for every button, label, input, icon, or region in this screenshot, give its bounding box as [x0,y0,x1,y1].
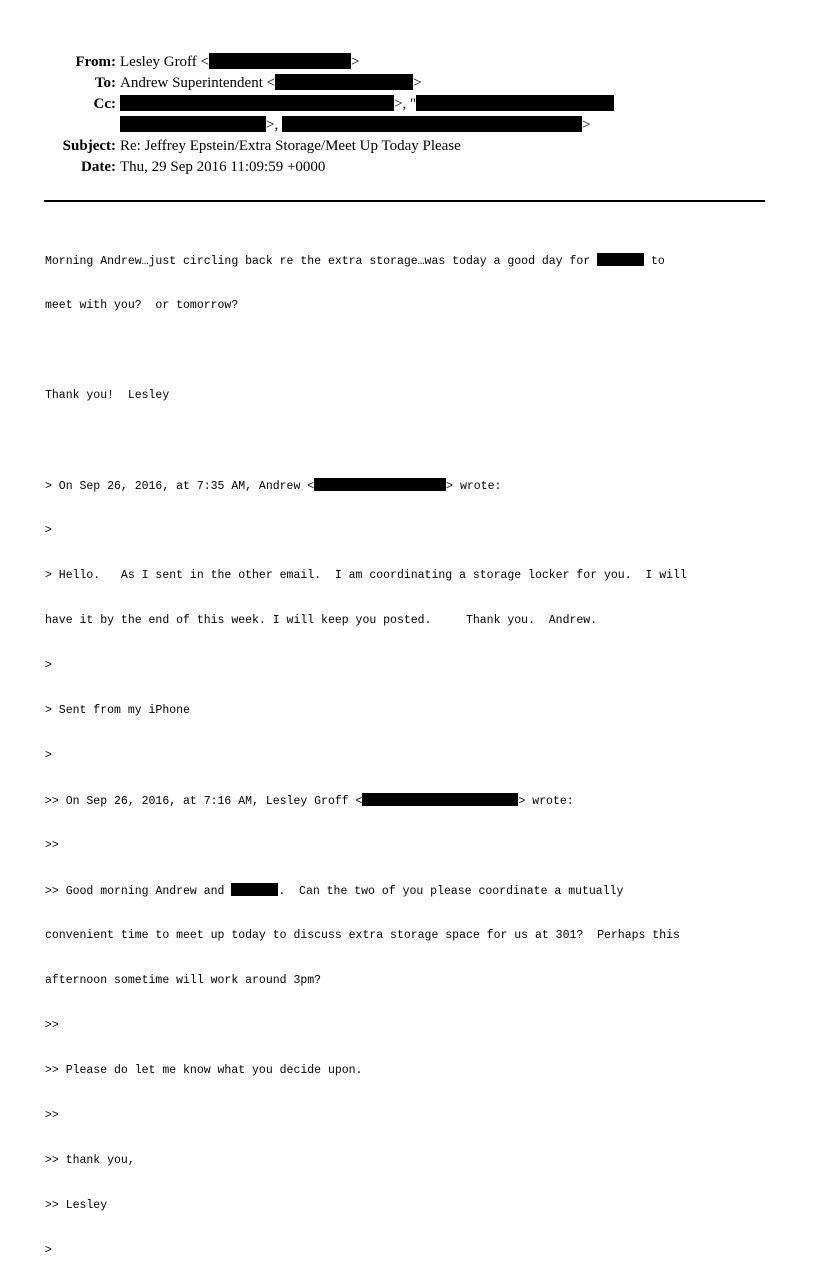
redacted-cc-1 [120,95,394,111]
body-text: > On Sep 26, 2016, at 7:35 AM, Andrew < [45,480,315,493]
cc-line-2 [120,115,614,136]
body-line: > Hello. As I sent in the other email. I am coordinating a storage locker for you. I will [45,569,687,582]
to-row [0,73,816,94]
from-label: From: [75,54,116,70]
subject-label: Subject: [62,138,116,154]
body-line: have it by the end of this week. I will keep you posted. Thank you. Andrew. [45,614,598,627]
from-value [120,52,359,73]
body-text: to [644,255,665,268]
header-divider [44,200,765,202]
redacted-cc-3 [120,116,266,132]
redacted-email [314,478,446,491]
body-line: >> thank you, [45,1154,135,1167]
body-text: > wrote: [518,795,574,808]
subject-value: Re: Jeffrey Epstein/Extra Storage/Meet Up Today Please [120,138,461,154]
body-text: . Can the two of you please coordinate a mutually [278,885,624,898]
body-line [45,343,780,358]
to-value [120,73,422,94]
email-header [0,52,816,178]
redacted-to-email [275,74,413,90]
email-body [45,223,780,1273]
from-name: Lesley Groff < [120,54,209,70]
body-line: >> [45,1109,59,1122]
redacted-cc-2 [416,95,614,111]
redacted-name [231,883,278,896]
cc-label: Cc: [93,96,116,112]
cc-line2-end: > [581,117,591,133]
cc-value [120,94,614,136]
date-row [0,157,816,178]
redacted-email [362,793,518,806]
body-line [45,253,780,268]
body-line: >> [45,839,59,852]
cc-line1-mid: >, " [394,96,417,112]
body-line [45,433,780,448]
redacted-name [597,253,644,266]
to-label: To: [94,75,116,91]
subject-row [0,136,816,157]
from-end: > [351,54,360,70]
body-text: >> Good morning Andrew and [45,885,232,898]
redacted-from-email [209,53,351,69]
cc-line2-mid: >, [266,117,282,133]
body-text: >> On Sep 26, 2016, at 7:16 AM, Lesley Groff < [45,795,363,808]
body-line: >> Lesley [45,1199,108,1212]
body-line [45,478,780,493]
body-line: > [45,749,52,762]
body-line: > Sent from my iPhone [45,704,190,717]
body-line: >> [45,1019,59,1032]
redacted-cc-4 [282,116,582,132]
body-line: meet with you? or tomorrow? [45,299,239,312]
body-line [45,793,780,808]
to-end: > [413,75,422,91]
cc-row [0,94,816,136]
body-line: Thank you! Lesley [45,389,170,402]
body-line: > [45,659,52,672]
to-name: Andrew Superintendent < [120,75,276,91]
body-line: convenient time to meet up today to discuss extra storage space for us at 301? Perhaps this [45,929,680,942]
date-value: Thu, 29 Sep 2016 11:09:59 +0000 [120,159,326,175]
cc-line-1 [120,94,614,115]
body-line: > [45,524,52,537]
body-text: Morning Andrew…just circling back re the extra storage…was today a good day for [45,255,598,268]
from-row [0,52,816,73]
body-line [45,883,780,898]
body-line: afternoon sometime will work around 3pm? [45,974,322,987]
body-text: > wrote: [446,480,502,493]
date-label: Date: [81,159,116,175]
body-line: >> Please do let me know what you decide upon. [45,1064,363,1077]
body-line: > [45,1244,52,1257]
